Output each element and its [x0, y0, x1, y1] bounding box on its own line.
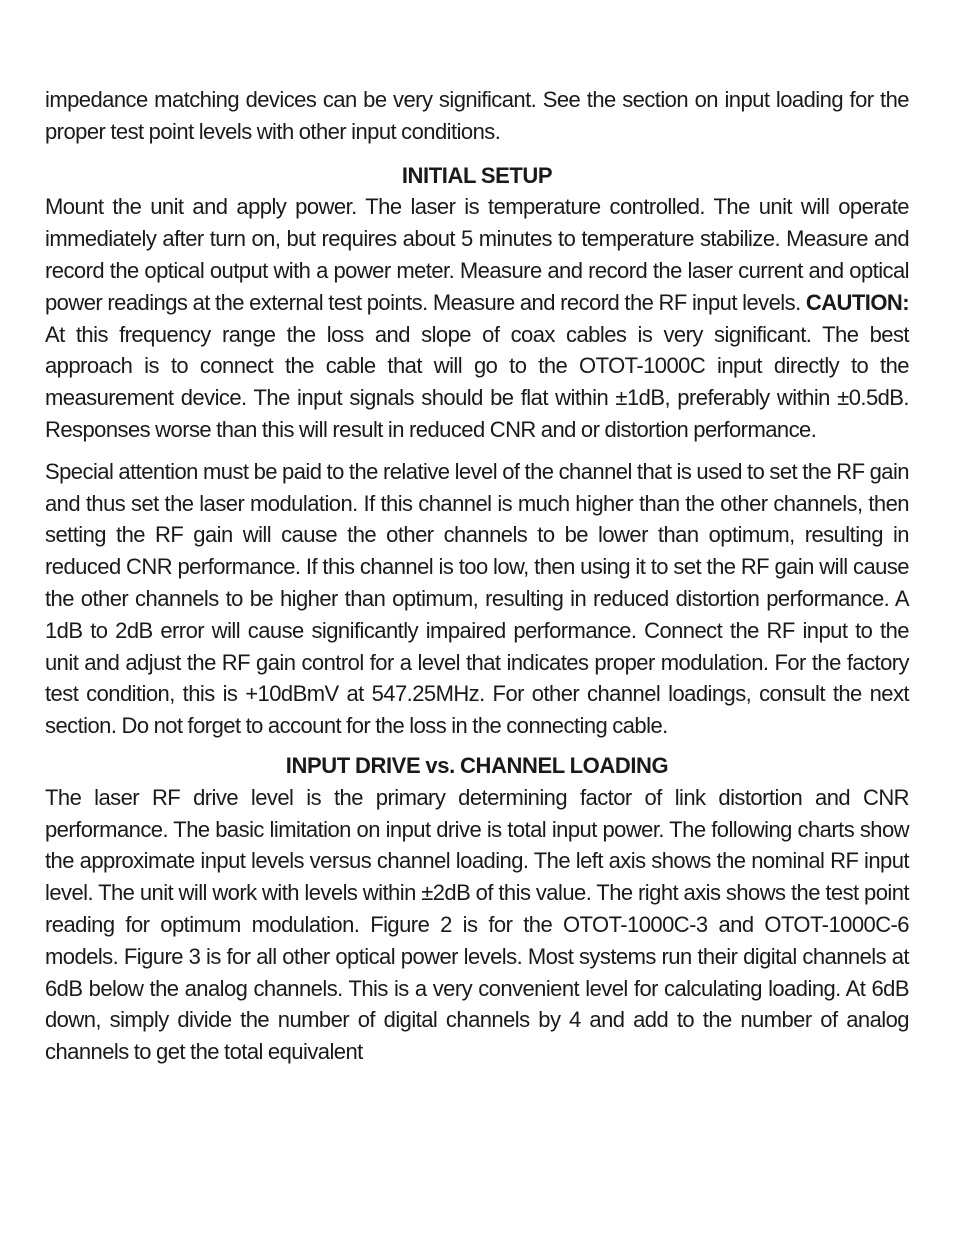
initial-setup-paragraph-1: [45, 191, 909, 445]
intro-paragraph: impedance matching devices can be very significant. See the section on input loading for the proper test point levels with other input conditions.: [45, 87, 909, 144]
initial-setup-text-after: At this frequency range the loss and slope of coax cables is very significant. The best approach is to connect the cable that will go to the OTOT-1000C input directly to the measurement device. The input signals should be flat within ±1dB, preferably within ±0.5dB. Responses worse than this will result in reduced CNR and or distortion performance.: [45, 321, 909, 442]
document-page: [45, 84, 909, 1068]
input-drive-paragraph-1: The laser RF drive level is the primary determining factor of link distortion and CNR performance. The basic limitation on input drive is total input power. The following charts show the approximate input levels versus channel loading. The left axis shows the nominal RF input level. The unit will work with levels within ±2dB of this value. The right axis shows the test point reading for optimum modulation. Figure 2 is for the OTOT-1000C-3 and OTOT-1000C-6 models. Figure 3 is for all other optical power levels. Most systems run their digital channels at 6dB below the analog channels. This is a very convenient level for calculating loading. At 6dB down, simply divide the number of digital channels by 4 and add to the number of analog channels to get the total equivalent: [45, 784, 909, 1065]
initial-setup-text-before: Mount the unit and apply power. The laser is temperature controlled. The unit will operate immediately after turn on, but requires about 5 minutes to temperature stabilize. Measure and record the optical output with a power meter. Measure and record the laser current and optical power readings at the external test points. Measure and record the RF input levels.: [45, 194, 909, 315]
heading-initial-setup: INITIAL SETUP: [401, 162, 553, 188]
caution-label: CAUTION:: [805, 289, 909, 315]
initial-setup-paragraph-2: Special attention must be paid to the relative level of the channel that is used to set the RF gain and thus set the laser modulation. If this channel is much higher than the other channels, then setting the RF gain will cause the other channels to be lower than optimum, resulting in reduced CNR performance. If this channel is too low, then using it to set the RF gain will cause the other channels to be higher than optimum, resulting in reduced distortion performance. A 1dB to 2dB error will cause significantly impaired performance. Connect the RF input to the unit and adjust the RF gain control for a level that indicates proper modulation. For the factory test condition, this is +10dBmV at 547.25MHz. For other channel loadings, consult the next section. Do not forget to account for the loss in the connecting cable.: [45, 458, 909, 739]
heading-input-drive: INPUT DRIVE vs. CHANNEL LOADING: [285, 752, 669, 778]
